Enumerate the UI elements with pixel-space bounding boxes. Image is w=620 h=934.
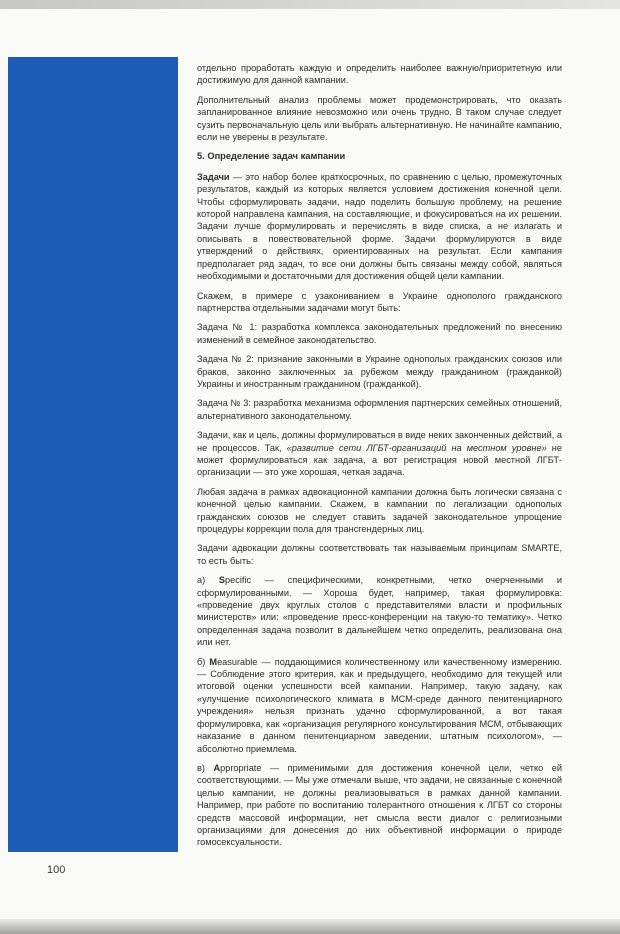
text-run: Задачи [197, 171, 230, 182]
text-run: Задачи, как и цель, должны формулироваться в виде неких законченных действий, а не процессов. Так, [197, 430, 562, 453]
paragraph [197, 762, 562, 849]
text-run: не может формулироваться как задача, а вот регистрация новой местной ЛГБТ-организации — это уже хорошая, четкая задача. [197, 442, 562, 478]
text-run: pecific — специфическими, конкретными, четко очерченными и сформулированными. — Хороша будет, например, такая формулировка: «проведение двух круглых столов с представителями власти и профильных министерств» или: «проведение пресс-конференции на такую-то тематику». Четко определенная задача позволит в дальнейшем четко определить, реализована она или нет. [197, 575, 562, 648]
text-run: «развитие сети ЛГБТ-организаций на местном уровне» [286, 442, 547, 453]
paragraph [197, 542, 562, 567]
text-run: Скажем, в примере с узакониванием в Украине однополого гражданского партнерства отдельными задачами могут быть: [197, 290, 562, 313]
text-run: M [209, 656, 218, 667]
page-top-edge [0, 0, 620, 9]
page-bottom-edge [0, 919, 620, 934]
paragraph [197, 486, 562, 536]
page-number: 100 [47, 864, 66, 876]
text-run: отдельно проработать каждую и определить наиболее важную/приоритетную или достижимую для данной кампании. [197, 63, 562, 86]
paragraph [197, 94, 562, 144]
text-run: Любая задача в рамках адвокационной кампании должна быть логически связана с конечной целью кампании. Скажем, в кампании по легализации однополых гражданских союзов не следует ставить задачей законодательное упрощение процедуры коррекции пола для трансгендерных лиц. [197, 486, 562, 534]
text-run: в) [197, 762, 214, 773]
text-run: а) [197, 575, 219, 586]
text-run: Задачи адвокации должны соответствовать так называемым принципам SMARTE, то есть быть: [197, 543, 562, 566]
text-run: Дополнительный анализ проблемы может продемонстрировать, что оказать запланированное влияние невозможно или очень трудно. В таком случае следует сузить первоначальную цель или выбрать альтернативную. Не начинайте кампанию, если не уверены в результате. [197, 94, 562, 143]
text-run: S [218, 575, 226, 586]
text-run: 5. Определение задач кампании [197, 151, 346, 162]
text-run: easurable — поддающимися количественному или качественному измерению. — Соблюдение этого критерия, как и предыдущего, необходимо для текущей или итоговой оценки успешности всей кампании. Например, такую задачу, как «улучшение психологического климата в МСМ-среде данного пенитенциарного учреждения» нельзя признать удачно сформулированной, а вот такая формулировка, как «организация регулярного консультирования МСМ, отбывающих наказание в данном пенитенциарном заведении, штатным психологом», — абсолютно приемлема. [197, 656, 563, 754]
paragraph [197, 321, 562, 346]
text-run: — это набор более краткосрочных, по сравнению с целью, промежуточных результатов, каждый из которых является условием достижения конечной цели. Чтобы сформулировать задачи, надо поделить большую проблему, на решение которой направлена кампания, на составляющие, и фокусироваться на их решении. Задачи лучше формулировать и перечислять в виде списка, а не излагать и описывать в повествовательной форме. Задачи формулируются в виде утверждений о действиях, ориентированных на результат. Если кампания предполагает ряд задач, то все они должны быть связаны между собой, являться необходимыми и достаточными для достижения общей цели кампании. [197, 171, 562, 282]
text-run: Задача № 3: разработка механизма оформления партнерских семейных отношений, альтернативного законодательному. [197, 398, 562, 421]
left-accent-band [8, 57, 178, 852]
text-run: ppropriate — применимыми для достижения конечной цели, четко ей соответствующими. — Мы уже отмечали выше, что задачи, не связанные с конечной целью кампании, не должны реализовываться в рамках данной кампании. Например, при работе по воспитанию толерантного отношения к ЛГБТ со стороны средств массовой информации, нет смысла вести диалог с религиозными организациями для донесения до них объективной информации о природе гомосексуальности. [197, 762, 562, 848]
paragraph [197, 429, 562, 479]
text-run: A [213, 762, 221, 773]
paragraph [197, 62, 562, 87]
paragraph [197, 656, 562, 755]
text-run: б) [197, 656, 210, 667]
text-run: Задача № 1: разработка комплекса законодательных предложений по внесению изменений в семейное законодательство. [197, 322, 562, 345]
paragraph [197, 290, 562, 315]
paragraph [197, 574, 562, 648]
text-column [197, 62, 562, 856]
paragraph [197, 397, 562, 422]
paragraph [197, 353, 562, 390]
section-heading [197, 150, 562, 162]
paragraph [197, 171, 562, 283]
text-run: Задача № 2: признание законными в Украине однополых гражданских союзов или браков, законно заключенных за рубежом между гражданином (гражданкой) Украины и иностранным гражданином (гражданкой). [197, 354, 562, 389]
